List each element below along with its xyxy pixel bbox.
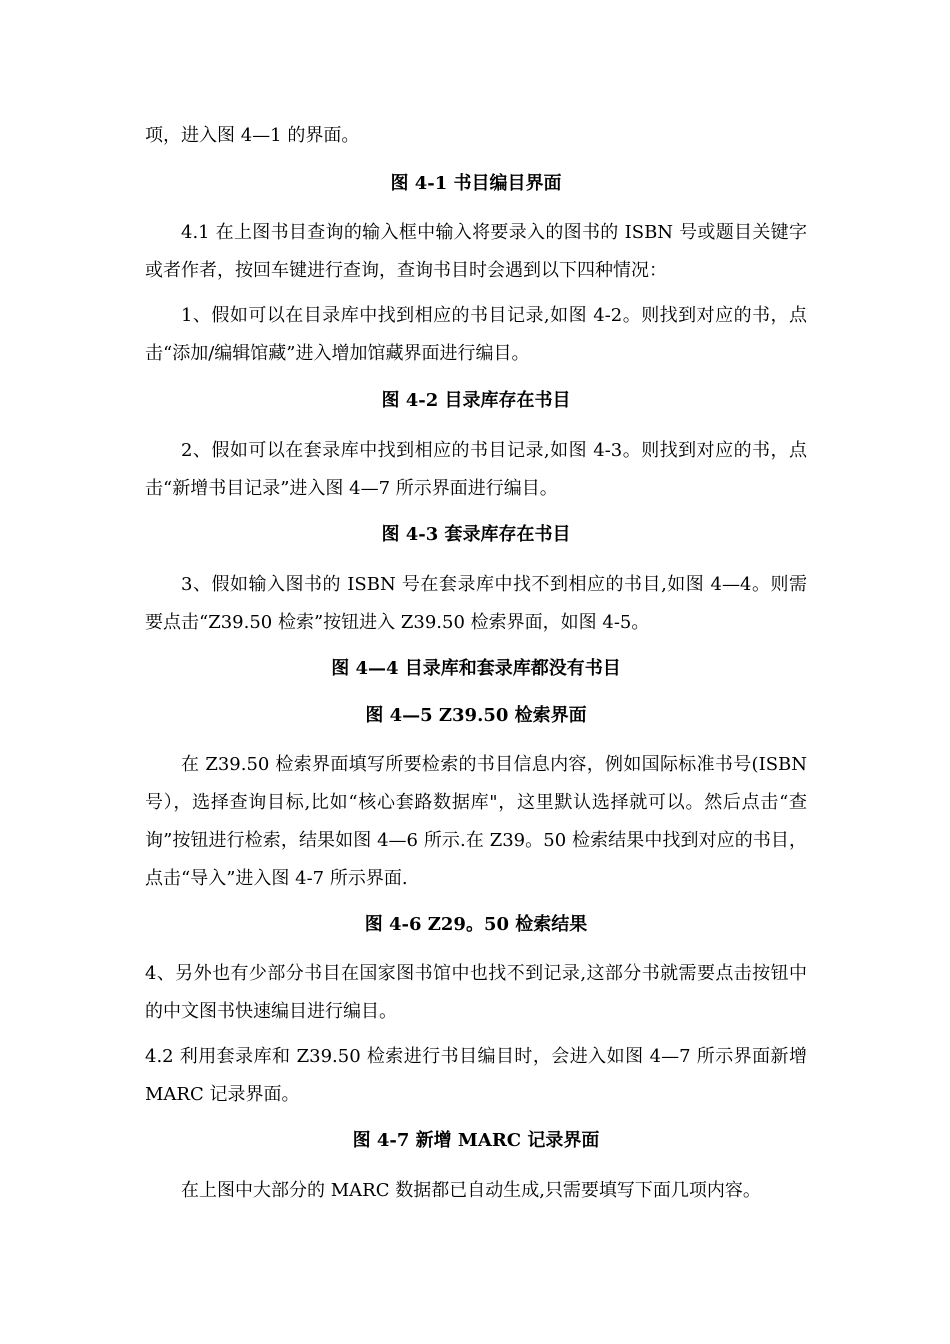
figure-caption-4-2: 图 4-2 目录库存在书目 [381,390,571,411]
figure-caption-4-5: 图 4—5 Z39.50 检索界面 [365,705,587,726]
paragraph-4-2: 4.2 利用套录库和 Z39.50 检索进行书目编目时，会进入如图 4—7 所示界面新增 MARC 记录界面。 [145,1046,807,1105]
figure-caption-4-3: 图 4-3 套录库存在书目 [381,524,571,545]
paragraph-case-4: 4、另外也有少部分书目在国家图书馆中也找不到记录,这部分书就需要点击按钮中的中文图书快速编目进行编目。 [145,963,807,1022]
figure-caption-4-6: 图 4-6 Z29。50 检索结果 [364,914,588,935]
paragraph-case-3: 3、假如输入图书的 ISBN 号在套录库中找不到相应的书目,如图 4—4。则需要点击“Z39.50 检索”按钮进入 Z39.50 检索界面，如图 4-5。 [145,574,807,633]
paragraph-marc-fields: 在上图中大部分的 MARC 数据都已自动生成,只需要填写下面几项内容。 [181,1180,761,1201]
figure-caption-4-1: 图 4-1 书目编目界面 [390,173,562,194]
paragraph-4-1: 4.1 在上图书目查询的输入框中输入将要录入的图书的 ISBN 号或题目关键字或者作者，按回车键进行查询，查询书目时会遇到以下四种情况： [145,222,807,281]
paragraph-z3950-search: 在 Z39.50 检索界面填写所要检索的书目信息内容，例如国际标准书号(ISBN 号），选择查询目标,比如“核心套路数据库"，这里默认选择就可以。然后点击“查询”按钮进行检索，结果如图 4—6 所示.在 Z39。50 检索结果中找到对应的书目，点击“导入”进入图 4-7 所示界面. [145,754,807,889]
figure-caption-4-7: 图 4-7 新增 MARC 记录界面 [352,1130,600,1151]
paragraph-continuation: 项，进入图 4—1 的界面。 [145,125,360,146]
paragraph-case-2: 2、假如可以在套录库中找到相应的书目记录,如图 4-3。则找到对应的书，点击“新增书目记录”进入图 4—7 所示界面进行编目。 [145,440,807,499]
paragraph-case-1: 1、假如可以在目录库中找到相应的书目记录,如图 4-2。则找到对应的书，点击“添加/编辑馆藏”进入增加馆藏界面进行编目。 [145,305,807,364]
figure-caption-4-4: 图 4—4 目录库和套录库都没有书目 [331,658,621,679]
